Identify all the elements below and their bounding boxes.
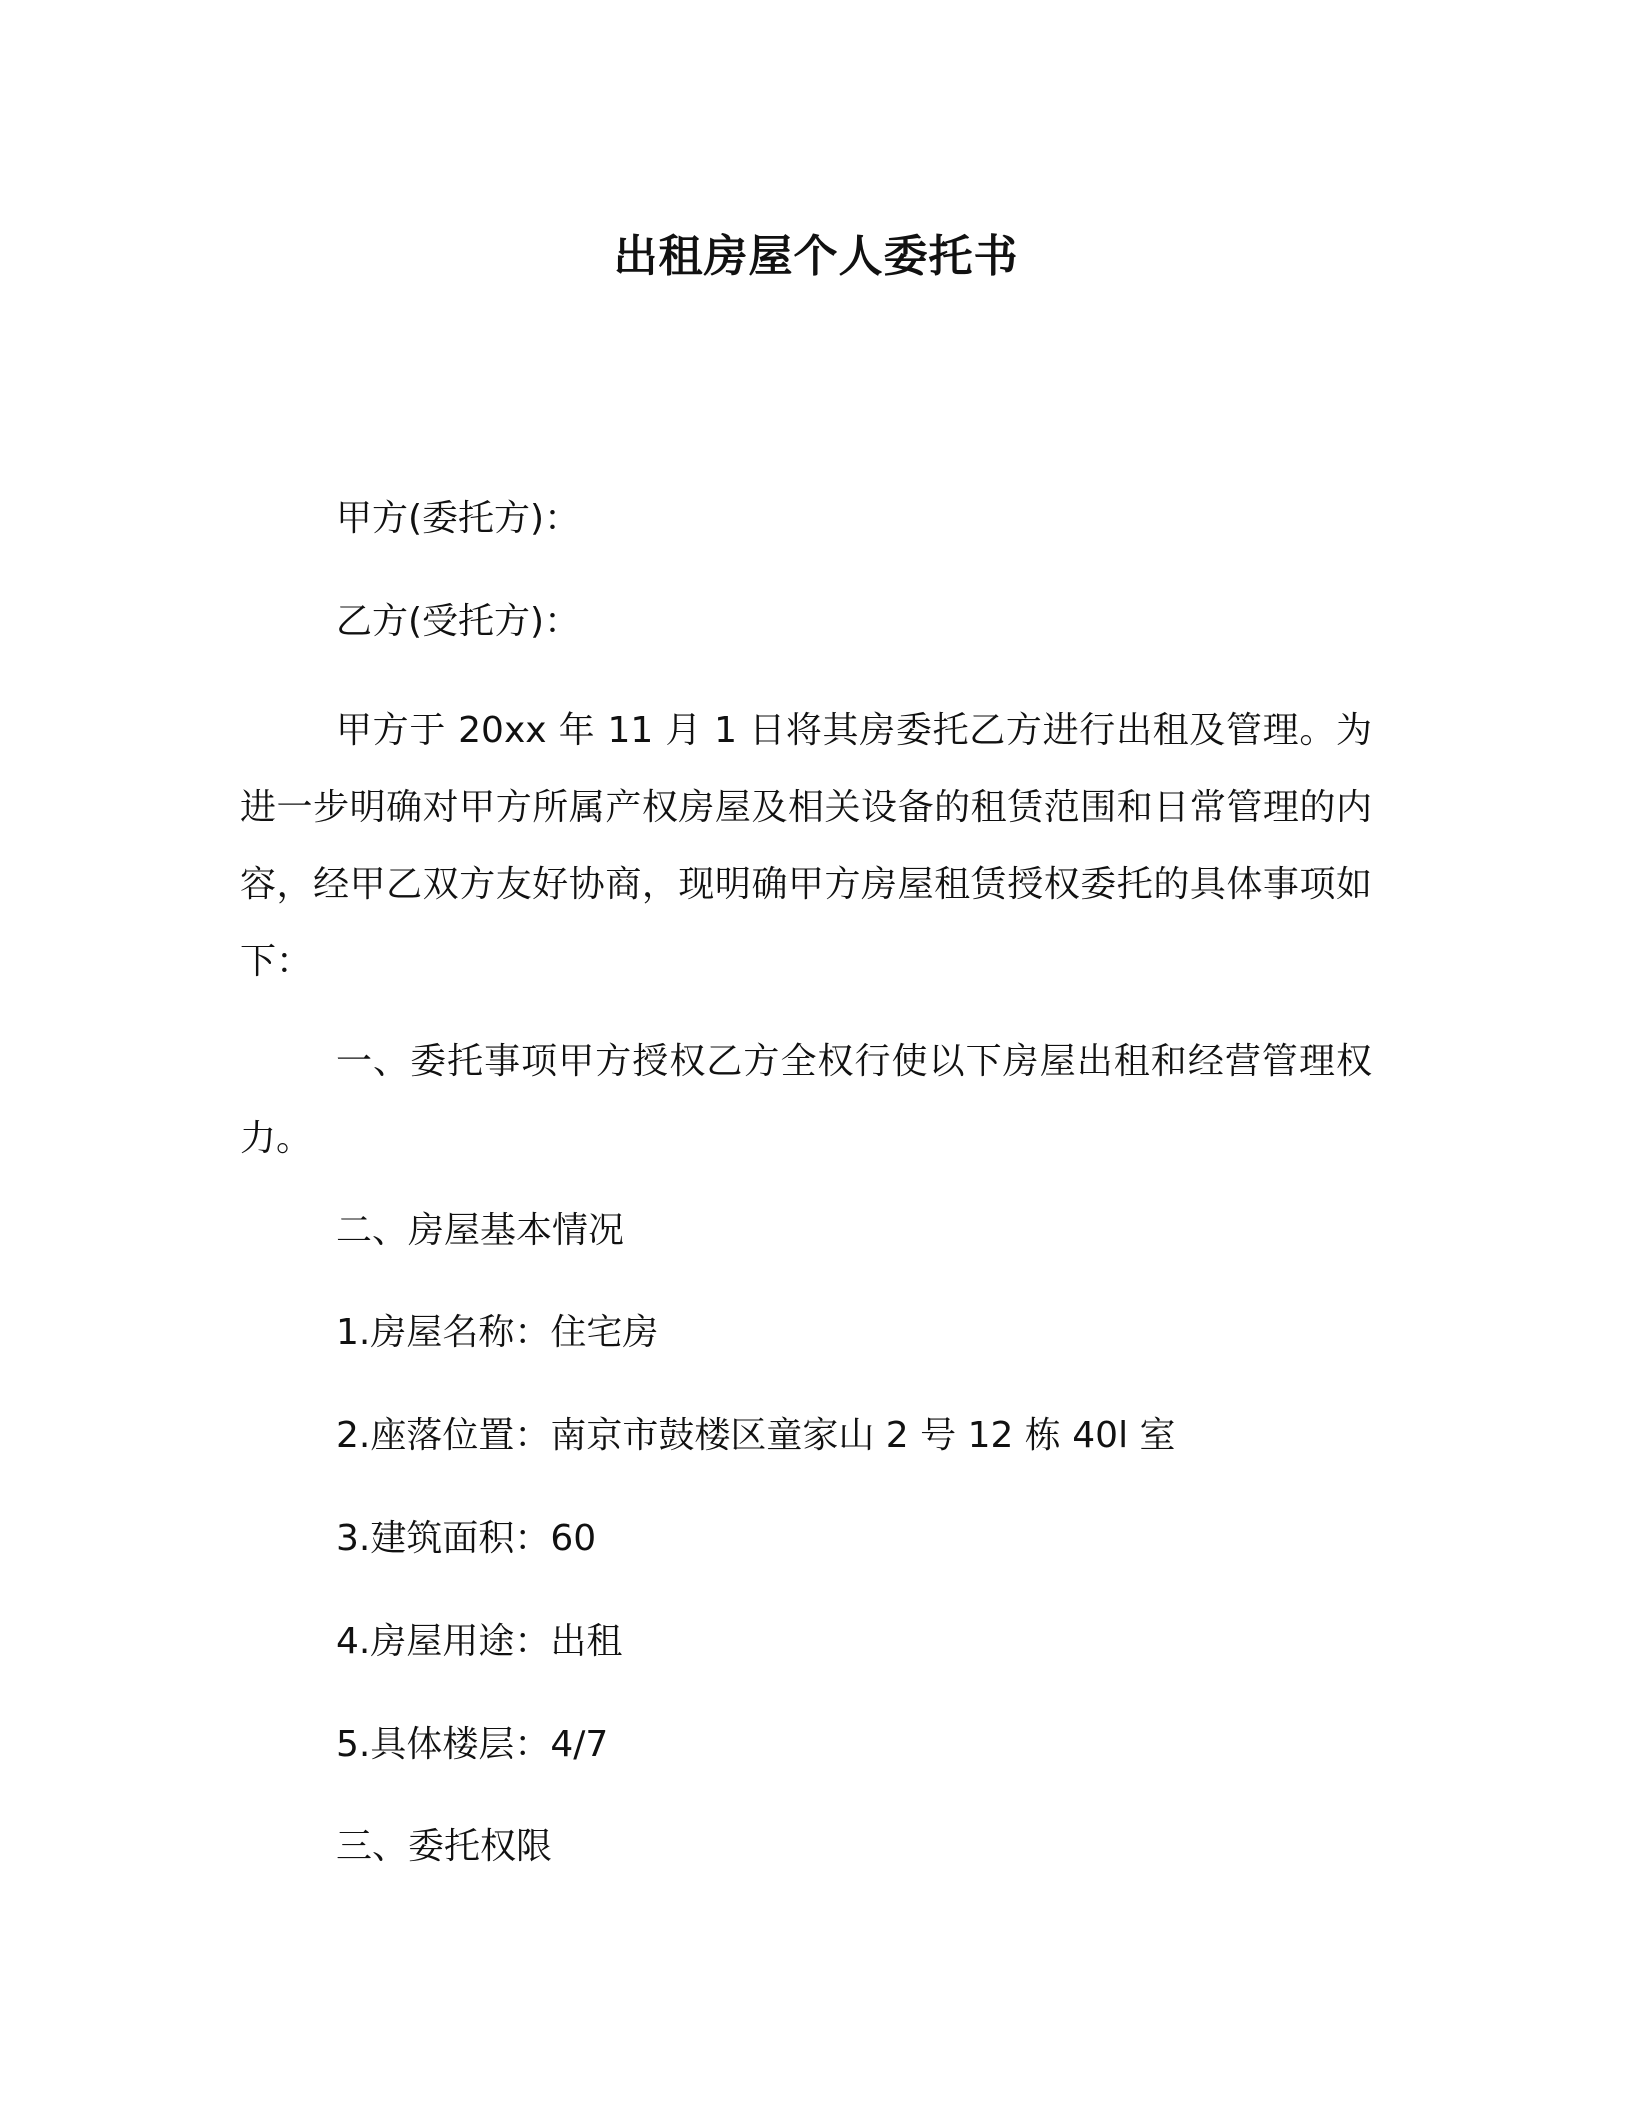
item-house-name: 1.房屋名称：住宅房: [336, 1312, 659, 1353]
item-usage: 4.房屋用途：出租: [336, 1621, 623, 1662]
intro-paragraph: 甲方于 20xx 年 11 月 1 日将其房委托乙方进行出租及管理。为进一步明确对甲方所属产权房屋及相关设备的租赁范围和日常管理的内容，经甲乙双方友好协商，现明确甲方房屋租赁授权委托的具体事项如下：: [240, 710, 1372, 982]
section-3-heading: 三、委托权限: [336, 1826, 553, 1867]
document-title: 出租房屋个人委托书: [613, 231, 1019, 282]
section-2-heading: 二、房屋基本情况: [336, 1210, 625, 1251]
item-location: 2.座落位置：南京市鼓楼区童家山 2 号 12 栋 40l 室: [336, 1415, 1176, 1456]
party-b-line: 乙方(受托方)：: [336, 601, 581, 642]
item-floor: 5.具体楼层：4/7: [336, 1724, 609, 1765]
party-a-line: 甲方(委托方)：: [336, 498, 581, 539]
item-area: 3.建筑面积：60: [336, 1518, 597, 1559]
section-1-paragraph: 一、委托事项甲方授权乙方全权行使以下房屋出租和经营管理权力。: [240, 1041, 1372, 1159]
